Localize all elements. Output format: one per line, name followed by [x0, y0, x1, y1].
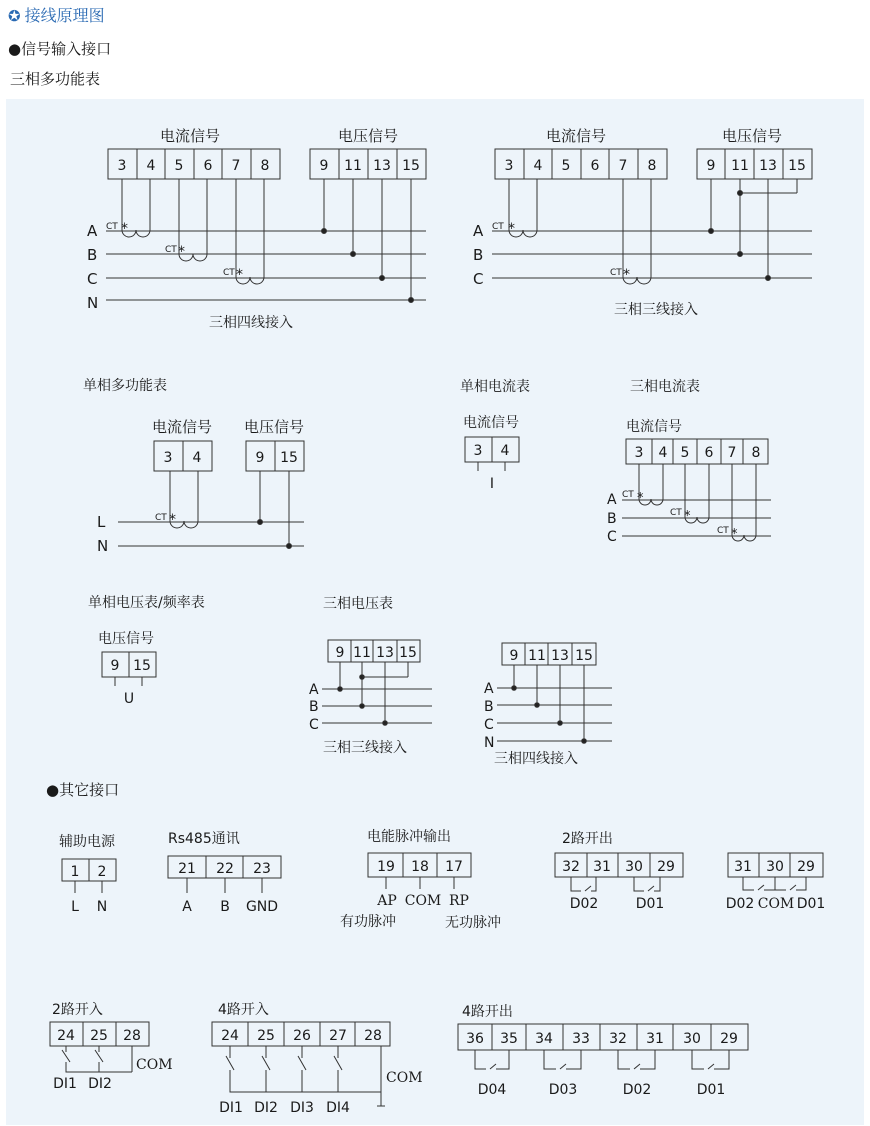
terminal-label: 7 [231, 158, 241, 174]
phase-label: N [97, 537, 109, 555]
three-phase-current-title: 三相电流表 [630, 379, 700, 395]
terminal-label: 8 [647, 158, 657, 174]
terminal-block-voltage [697, 149, 812, 179]
phase-label: C [484, 717, 494, 733]
three-phase-4wire-diagram [87, 127, 426, 331]
voltage-signal-label: 电压信号 [722, 127, 783, 145]
three-phase-current-diagram [607, 378, 771, 545]
phase-label: N [87, 294, 99, 312]
terminal-label: 5 [174, 158, 184, 174]
ct-label: CT [106, 222, 118, 232]
ct-label: CT [670, 508, 682, 518]
terminal-label: 3 [163, 450, 173, 466]
terminal-label: 9 [509, 648, 519, 664]
output-label: D01 [796, 896, 826, 912]
terminal-label: 11 [344, 158, 362, 174]
output-label: L [71, 899, 79, 915]
voltage-signal-label: 电压信号 [244, 418, 305, 436]
di2-title: 2路开入 [52, 1002, 103, 1018]
terminal-label: 24 [221, 1028, 239, 1044]
current-signal-label: 电流信号 [152, 418, 213, 436]
active-pulse-label: 有功脉冲 [340, 914, 396, 930]
three-phase-voltage-title: 三相电压表 [323, 596, 393, 612]
section-signal-title: ●信号输入接口 [8, 40, 112, 58]
ct-label: CT [717, 526, 729, 536]
current-signal-label: 电流信号 [546, 127, 607, 145]
phase-label: B [309, 699, 319, 715]
output-label: GND [245, 899, 279, 915]
terminal-label: 23 [253, 861, 271, 877]
output-label: AP [377, 893, 397, 909]
terminal-label: 22 [216, 861, 234, 877]
output-label: D04 [477, 1082, 507, 1098]
di4-title: 4路开入 [218, 1002, 269, 1018]
com-label: COM [136, 1057, 173, 1073]
phase-label: C [309, 717, 319, 733]
caption-4wire: 三相四线接入 [209, 315, 293, 331]
terminal-label: 30 [683, 1031, 701, 1047]
svg-text:*: * [236, 267, 243, 283]
output-label: RP [449, 893, 469, 909]
ct-label: CT [165, 245, 177, 255]
terminal-label: 1 [70, 864, 80, 880]
terminal-label: 33 [572, 1031, 590, 1047]
terminal-label: 13 [551, 648, 569, 664]
terminal-block-current [495, 149, 667, 179]
caption-3wire: 三相三线接入 [614, 302, 698, 318]
output-label: DI1 [219, 1100, 243, 1116]
terminal-label: 9 [110, 658, 120, 674]
terminal-label: 35 [500, 1031, 518, 1047]
terminal-label: 7 [727, 445, 737, 461]
terminal-label: 13 [759, 158, 777, 174]
single-phase-current-diagram [460, 378, 530, 492]
terminal-label: 29 [657, 859, 675, 875]
pulse-title: 电能脉冲输出 [367, 829, 451, 845]
phase-label: A [309, 682, 319, 698]
terminal-label: 31 [734, 859, 752, 875]
current-signal-label: 电流信号 [160, 127, 221, 145]
do2-diagram [555, 831, 683, 912]
output-label: D02 [725, 896, 755, 912]
terminal-label: 9 [255, 450, 265, 466]
terminal-label: 25 [90, 1028, 108, 1044]
terminal-label: 19 [377, 859, 395, 875]
phase-label: N [484, 735, 495, 751]
svg-text:*: * [121, 221, 128, 237]
terminal-label: 29 [720, 1031, 738, 1047]
rs485-diagram [168, 831, 281, 915]
output-label: A [182, 899, 192, 915]
phase-label: B [484, 699, 494, 715]
terminal-label: 6 [203, 158, 213, 174]
phase-label: C [87, 270, 98, 288]
terminal-label: 30 [625, 859, 643, 875]
phase-label: B [607, 511, 617, 527]
do2-common-diagram [726, 853, 826, 912]
svg-text:*: * [178, 244, 185, 260]
ct-label: CT [223, 268, 235, 278]
pulse-output-diagram [340, 828, 501, 931]
di4-diagram [212, 1002, 423, 1116]
single-phase-multi-title: 单相多功能表 [83, 378, 167, 394]
gear-icon: ✪ [8, 7, 21, 25]
terminal-label: 3 [504, 158, 514, 174]
terminal-label: 21 [178, 861, 196, 877]
di2-diagram [50, 1002, 173, 1092]
output-label: DI4 [326, 1100, 350, 1116]
terminal-label: 26 [293, 1028, 311, 1044]
current-signal-label: 电流信号 [463, 415, 519, 431]
do4-title: 4路开出 [462, 1004, 513, 1020]
do4-diagram [458, 1004, 748, 1098]
header-title-text: 接线原理图 [24, 6, 105, 25]
output-label: D02 [569, 896, 599, 912]
terminal-label: 25 [257, 1028, 275, 1044]
single-phase-multi-diagram [83, 377, 304, 555]
terminal-label: 4 [533, 158, 543, 174]
phase-label: C [607, 529, 617, 545]
phase-label: C [473, 270, 484, 288]
three-phase-3wire-diagram [473, 127, 812, 318]
svg-text:*: * [508, 221, 515, 237]
terminal-label: 28 [364, 1028, 382, 1044]
terminal-label: 15 [280, 450, 298, 466]
reactive-pulse-label: 无功脉冲 [445, 915, 501, 931]
output-label: D01 [696, 1082, 726, 1098]
output-label: B [220, 899, 230, 915]
voltage-signal-label: 电压信号 [98, 631, 154, 647]
rs485-title: Rs485通讯 [168, 831, 240, 847]
phase-label: A [607, 492, 617, 508]
svg-text:*: * [623, 267, 630, 283]
svg-text:*: * [684, 509, 691, 524]
terminal-label: 11 [353, 645, 371, 661]
phase-label: B [87, 246, 98, 264]
phase-label: A [473, 222, 484, 240]
caption-3wire: 三相三线接入 [323, 740, 407, 756]
terminal-label: 6 [704, 445, 714, 461]
output-label: N [96, 899, 108, 915]
terminal-block-current [108, 149, 280, 179]
three-phase-voltage-diagram [309, 595, 612, 767]
terminal-label: 36 [466, 1031, 484, 1047]
terminal-label: 32 [562, 859, 580, 875]
output-label: U [123, 691, 135, 707]
terminal-label: 27 [329, 1028, 347, 1044]
svg-text:*: * [731, 527, 738, 542]
terminal-label: 13 [376, 645, 394, 661]
ct-label: CT [610, 268, 622, 278]
terminal-label: 3 [634, 445, 644, 461]
terminal-label: 15 [402, 158, 420, 174]
output-label: D02 [622, 1082, 652, 1098]
single-phase-current-title: 单相电流表 [460, 379, 530, 395]
terminal-label: 34 [535, 1031, 553, 1047]
terminal-label: 3 [473, 443, 483, 459]
current-signal-label: 电流信号 [626, 419, 682, 435]
terminal-label: 31 [646, 1031, 664, 1047]
terminal-label: 2 [97, 864, 107, 880]
terminal-label: 30 [766, 859, 784, 875]
output-label: D03 [548, 1082, 578, 1098]
terminal-label: 9 [706, 158, 716, 174]
terminal-label: 13 [373, 158, 391, 174]
caption-4wire: 三相四线接入 [494, 751, 578, 767]
terminal-label: 18 [411, 859, 429, 875]
terminal-label: 4 [500, 443, 510, 459]
terminal-label: 6 [590, 158, 600, 174]
terminal-label: 7 [618, 158, 628, 174]
single-phase-voltage-title: 单相电压表/频率表 [88, 595, 205, 611]
section-three-phase-meter-title: 三相多功能表 [10, 70, 101, 88]
terminal-label: 32 [609, 1031, 627, 1047]
terminal-label: 4 [146, 158, 156, 174]
terminal-label: 9 [335, 645, 345, 661]
terminal-label: 24 [57, 1028, 75, 1044]
terminal-block-voltage [310, 149, 426, 179]
terminal-label: 11 [731, 158, 749, 174]
terminal-label: 15 [788, 158, 806, 174]
single-phase-voltage-diagram [88, 594, 205, 707]
terminal-label: 3 [117, 158, 127, 174]
output-label: DI1 [53, 1076, 77, 1092]
terminal-label: 9 [319, 158, 329, 174]
output-label: COM [404, 893, 442, 909]
output-label: DI2 [254, 1100, 278, 1116]
output-label: I [489, 476, 495, 492]
terminal-label: 29 [797, 859, 815, 875]
terminal-label: 15 [133, 658, 151, 674]
section-other-title: ●其它接口 [46, 781, 120, 799]
phase-label: L [97, 513, 106, 531]
output-label: COM [757, 896, 795, 912]
terminal-label: 15 [575, 648, 593, 664]
ct-label: CT [622, 490, 634, 500]
terminal-label: 15 [399, 645, 417, 661]
terminal-label: 28 [123, 1028, 141, 1044]
output-label: D01 [635, 896, 665, 912]
terminal-label: 4 [658, 445, 668, 461]
do2-title: 2路开出 [562, 831, 613, 847]
terminal-label: 31 [593, 859, 611, 875]
output-label: DI3 [290, 1100, 314, 1116]
terminal-label: 11 [528, 648, 546, 664]
aux-power-diagram [59, 833, 116, 915]
ct-label: CT [155, 513, 167, 523]
terminal-label: 8 [260, 158, 270, 174]
phase-label: B [473, 246, 484, 264]
ct-label: CT [492, 222, 504, 232]
aux-power-title: 辅助电源 [59, 834, 115, 850]
terminal-label: 4 [192, 450, 202, 466]
terminal-label: 8 [751, 445, 761, 461]
terminal-label: 5 [561, 158, 571, 174]
svg-text:*: * [169, 512, 176, 528]
voltage-signal-label: 电压信号 [338, 127, 399, 145]
output-label: DI2 [88, 1076, 112, 1092]
svg-text:*: * [637, 491, 644, 506]
com-label: COM [386, 1070, 423, 1086]
terminal-label: 17 [445, 859, 463, 875]
phase-label: A [484, 681, 494, 697]
phase-label: A [87, 222, 98, 240]
terminal-label: 5 [680, 445, 690, 461]
